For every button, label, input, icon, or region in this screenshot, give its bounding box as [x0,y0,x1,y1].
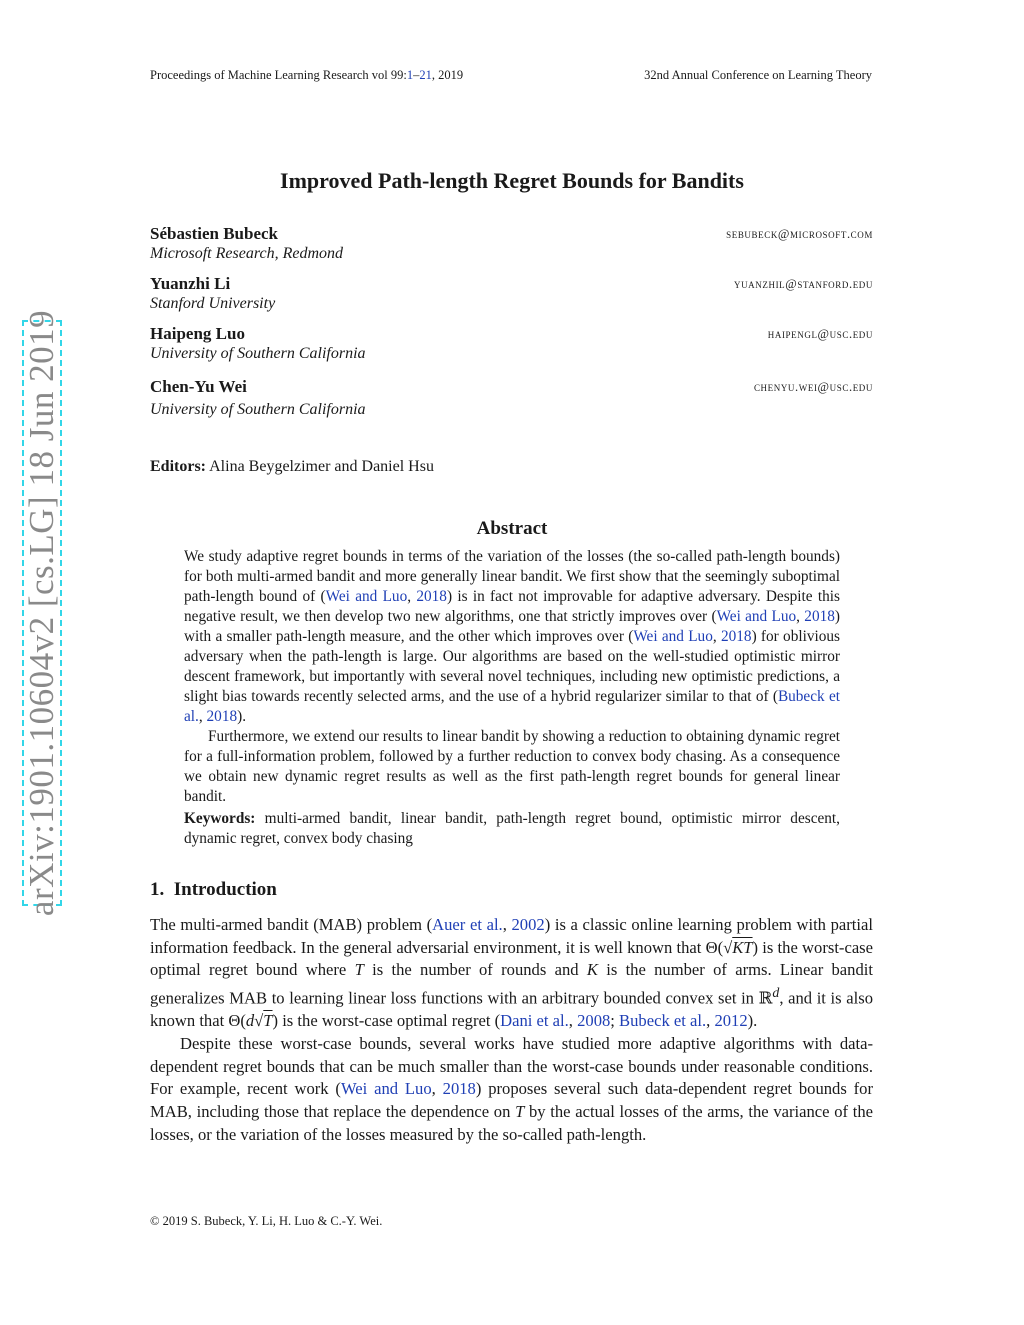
author-name: Sébastien Bubeck [150,224,278,243]
author-affiliation: Stanford University [150,295,276,312]
citation-link[interactable]: Dani et al. [500,1011,569,1031]
author-email[interactable]: chenyu.wei@usc.edu [753,380,873,394]
author-block [150,274,873,313]
arxiv-stamp-text: arXiv:1901.10604v2 [cs.LG] 18 Jun 2019 [22,309,61,917]
abstract-paragraph: We study adaptive regret bounds in terms of the variation of the losses (the so-called path-length bounds) for both multi-armed bandit and more generally linear bandit. We first show that the seemingly suboptimal path-length bound of (Wei and Luo, 2018) is in fact not improvable for adaptive adversary. Despite this negative result, we then develop two new algorithms, one that strictly improves over (Wei and Luo, 2018) with a smaller path-length measure, and the other which improves over (Wei and Luo, 2018) for oblivious adversary when the path-length is large. Our algorithms are based on the well-studied optimistic mirror descent framework, but importantly with several novel techniques, including new optimistic predictions, a slight bias towards recently selected arms, and the use of a hybrid regularizer similar to that of (Bubeck et al., 2018). [184,548,840,725]
arxiv-stamp [22,309,62,917]
intro-paragraph: Despite these worst-case bounds, several works have studied more adaptive algorithms with data-dependent regret bounds that can be much smaller than the worst-case bounds under reasonable conditions. For example, recent work (Wei and Luo, 2018) proposes several such data-dependent regret bounds for MAB, including those that replace the dependence on T by the actual losses of the arms, the variance of the losses, or the variation of the losses measured by the so-called path-length. [150,1034,873,1144]
abstract-body [184,547,840,849]
paper-title: Improved Path-length Regret Bounds for Bandits [280,168,744,193]
author-affiliation: University of Southern California [150,345,366,362]
introduction-body [150,914,873,1147]
citation-year-link[interactable]: 2012 [714,1011,748,1031]
author-affiliation: University of Southern California [150,401,366,418]
abstract-paragraph: Furthermore, we extend our results to linear bandit by showing a reduction to obtaining dynamic regret for a full-information problem, followed by a further reduction to convex body chasing. As a consequence we obtain new dynamic regret results as well as the first path-length regret bounds for general linear bandit. [184,728,840,805]
page-end-link[interactable]: 21 [419,68,432,82]
citation-year-link[interactable]: 2002 [511,915,545,934]
author-block [150,377,873,419]
page-start-link[interactable]: 1 [406,68,414,82]
section-heading: 1. Introduction [150,879,277,900]
copyright-footer: © 2019 S. Bubeck, Y. Li, H. Luo & C.-Y. Wei. [150,1214,383,1228]
author-affiliation: Microsoft Research, Redmond [150,245,343,262]
author-email[interactable]: sebubeck@microsoft.com [726,227,873,241]
author-block [150,224,873,263]
keywords-line [184,809,840,849]
citation-year-link[interactable]: 2008 [577,1011,611,1031]
running-header-right: 32nd Annual Conference on Learning Theory [644,68,872,82]
author-block [150,324,873,363]
keywords-label: Keywords: [184,810,256,827]
author-name: Yuanzhi Li [150,274,231,293]
citation-year-link[interactable]: 2018 [804,608,835,625]
author-email[interactable]: haipengl@usc.edu [767,327,873,341]
running-header-left: Proceedings of Machine Learning Research vol 99:1–21, 2019 [150,68,464,82]
citation-link[interactable]: Wei and Luo [340,1079,432,1099]
citation-link[interactable]: Bubeck et al. [184,688,840,725]
editors-line [150,458,434,476]
author-name: Haipeng Luo [150,324,245,343]
citation-link[interactable]: Auer et al. [432,915,503,934]
author-email[interactable]: yuanzhil@stanford.edu [733,277,873,291]
citation-link[interactable]: Bubeck et al. [619,1011,707,1031]
citation-year-link[interactable]: 2018 [442,1079,476,1099]
citation-link[interactable]: Wei and Luo [325,588,408,605]
intro-paragraph: The multi-armed bandit (MAB) problem (Auer et al., 2002) is a classic online learning problem with partial information feedback. In the general adversarial environment, it is well known that Θ(√KT) is the worst-case optimal regret bound where T is the number of rounds and K is the number of arms. Linear bandit generalizes MAB to learning linear loss functions with an arbitrary bounded convex set in ℝ$^d$, and it is also known that Θ(d√T) is the worst-case optimal regret (Dani et al., 2008; Bubeck et al., 2012). [150,915,874,1031]
editors-names: Alina Beygelzimer and Daniel Hsu [209,458,434,475]
citation-year-link[interactable]: 2018 [416,588,447,605]
abstract-heading: Abstract [476,518,548,539]
author-name: Chen-Yu Wei [150,377,247,396]
editors-label: Editors: [150,458,206,475]
citation-year-link[interactable]: 2018 [206,708,238,725]
citation-link[interactable]: Wei and Luo [633,628,713,645]
citation-year-link[interactable]: 2018 [720,628,752,645]
citation-link[interactable]: Wei and Luo [716,608,797,625]
keywords-list: multi-armed bandit, linear bandit, path-length regret bound, optimistic mirror descent, dynamic regret, convex body chasing [184,810,841,847]
